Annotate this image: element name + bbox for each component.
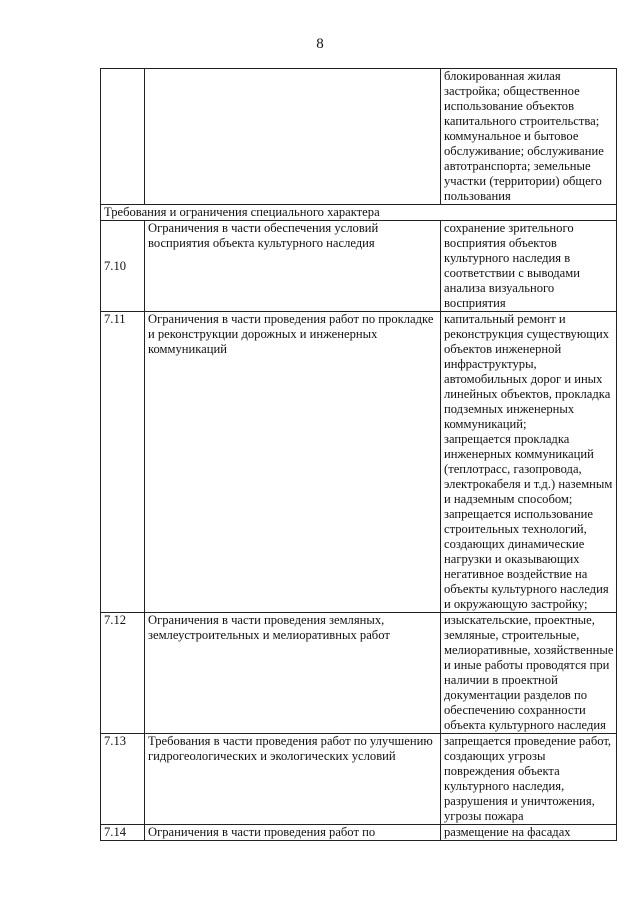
- requirement-line: документации разделов по: [444, 688, 588, 702]
- requirement-line: сохранение зрительного: [444, 221, 574, 235]
- requirement-line: запрещается проведение работ,: [444, 734, 612, 748]
- row-number: 7.10: [101, 221, 145, 312]
- requirements-table: [100, 68, 617, 841]
- table-row: [101, 69, 617, 205]
- requirement-line: использование объектов: [444, 99, 575, 113]
- requirement-line: восприятия: [444, 296, 506, 310]
- requirement-line: блокированная жилая: [444, 69, 561, 83]
- requirement-line: запрещается прокладка: [444, 432, 570, 446]
- requirement-line: изыскательские, проектные,: [444, 613, 595, 627]
- requirement-line: культурного наследия в: [444, 251, 571, 265]
- requirement-line: обслуживание; обслуживание: [444, 144, 604, 158]
- table-row: [101, 221, 617, 312]
- requirement-line: создающих динамические: [444, 537, 585, 551]
- requirement-line: инфраструктуры,: [444, 357, 537, 371]
- requirement-line: подземных инженерных: [444, 402, 575, 416]
- row-number: 7.11: [101, 312, 145, 613]
- table-row: [101, 825, 617, 841]
- row-name: Ограничения в части проведения земляных, землеустроительных и мелиоративных работ: [145, 613, 441, 734]
- requirement-line: наличии в проектной: [444, 673, 558, 687]
- section-header-row: [101, 205, 617, 221]
- requirement-line: создающих угрозы: [444, 749, 546, 763]
- requirement-cell: [441, 825, 617, 841]
- requirement-line: объекты культурного наследия: [444, 582, 609, 596]
- table-row: [101, 734, 617, 825]
- requirement-line: электрокабеля и т.д.) наземным: [444, 477, 613, 491]
- requirement-line: застройка; общественное: [444, 84, 580, 98]
- requirement-line: анализа визуального: [444, 281, 555, 295]
- requirement-cell: [441, 734, 617, 825]
- requirement-line: запрещается использование: [444, 507, 593, 521]
- requirement-line: автотранспорта; земельные: [444, 159, 591, 173]
- requirement-line: угрозы пожара: [444, 809, 524, 823]
- row-name: Ограничения в части проведения работ по прокладке и реконструкции дорожных и инженерных коммуникаций: [145, 312, 441, 613]
- requirement-line: мелиоративные, хозяйственные: [444, 643, 614, 657]
- table-row: [101, 613, 617, 734]
- requirement-line: строительных технологий,: [444, 522, 587, 536]
- requirement-line: негативное воздействие на: [444, 567, 588, 581]
- requirement-line: инженерных коммуникаций: [444, 447, 594, 461]
- row-number: 7.13: [101, 734, 145, 825]
- requirement-line: капитального строительства;: [444, 114, 600, 128]
- requirement-line: соответствии с выводами: [444, 266, 580, 280]
- requirement-line: повреждения объекта: [444, 764, 560, 778]
- requirement-line: разрушения и уничтожения,: [444, 794, 595, 808]
- requirement-line: коммуникаций;: [444, 417, 527, 431]
- requirement-cell: [441, 221, 617, 312]
- row-name: Требования в части проведения работ по улучшению гидрогеологических и экологических условий: [145, 734, 441, 825]
- row-number-cell: [101, 69, 145, 205]
- page-number: 8: [316, 36, 324, 52]
- requirement-line: пользования: [444, 189, 511, 203]
- requirement-line: капитальный ремонт и: [444, 312, 566, 326]
- requirement-cell: [441, 69, 617, 205]
- row-number: 7.14: [101, 825, 145, 841]
- section-header: Требования и ограничения специального характера: [101, 205, 617, 221]
- requirement-line: линейных объектов, прокладка: [444, 387, 611, 401]
- row-name-cell: [145, 69, 441, 205]
- requirement-line: культурного наследия,: [444, 779, 565, 793]
- requirement-line: размещение на фасадах: [444, 825, 571, 839]
- requirement-line: земляные, строительные,: [444, 628, 580, 642]
- requirement-line: объектов инженерной: [444, 342, 562, 356]
- requirement-line: коммунальное и бытовое: [444, 129, 579, 143]
- row-name: Ограничения в части проведения работ по: [145, 825, 441, 841]
- requirement-line: объекта культурного наследия: [444, 718, 606, 732]
- requirement-line: (теплотрасс, газопровода,: [444, 462, 582, 476]
- row-number: 7.12: [101, 613, 145, 734]
- requirement-line: восприятия объектов: [444, 236, 557, 250]
- requirement-cell: [441, 613, 617, 734]
- row-name: Ограничения в части обеспечения условий восприятия объекта культурного наследия: [145, 221, 441, 312]
- requirement-line: и окружающую застройку;: [444, 597, 588, 611]
- requirement-line: нагрузки и оказывающих: [444, 552, 580, 566]
- requirement-line: автомобильных дорог и иных: [444, 372, 603, 386]
- requirement-line: и надземным способом;: [444, 492, 573, 506]
- requirement-line: обеспечению сохранности: [444, 703, 586, 717]
- requirement-cell: [441, 312, 617, 613]
- requirement-line: реконструкция существующих: [444, 327, 609, 341]
- requirement-line: участки (территории) общего: [444, 174, 602, 188]
- requirement-line: и иные работы проводятся при: [444, 658, 610, 672]
- table-row: [101, 312, 617, 613]
